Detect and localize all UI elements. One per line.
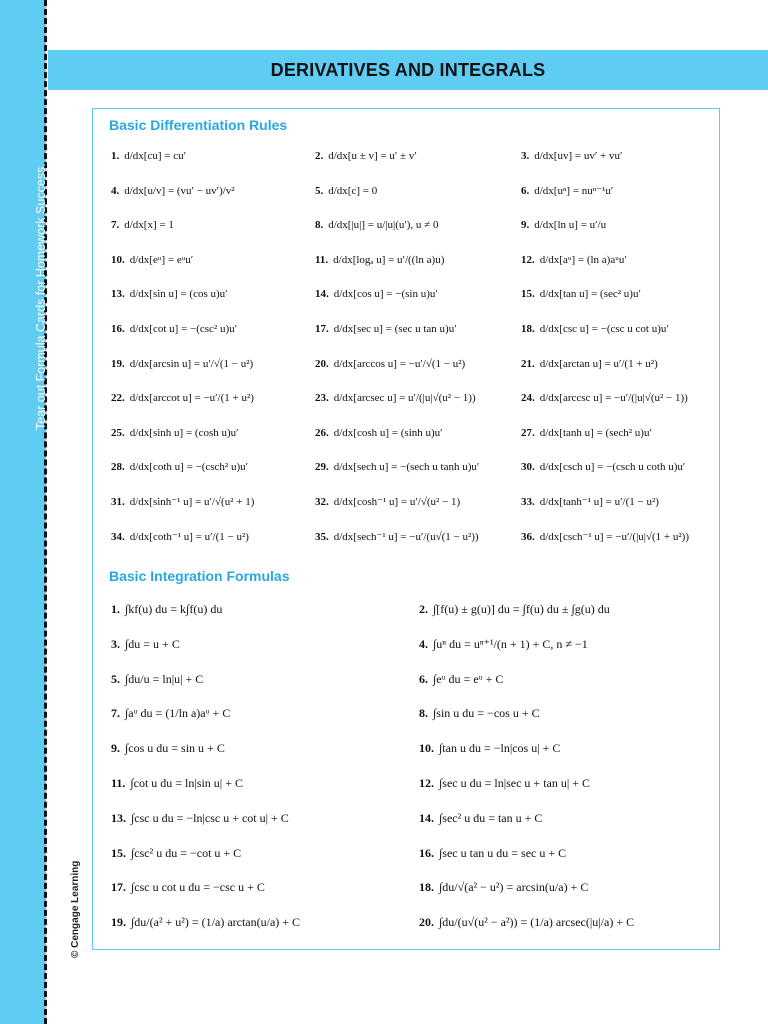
- integration-formula: [419, 637, 588, 651]
- integration-formula: [111, 602, 222, 616]
- rule-number: 11.: [315, 253, 329, 266]
- differentiation-rule: [521, 322, 669, 336]
- integration-formula: [419, 915, 634, 929]
- formula-number: 9.: [111, 741, 120, 756]
- formula-expression: ∫cot u du = ln|sin u| + C: [130, 776, 243, 790]
- rule-formula: d/dx[eᵘ] = eᵘu′: [129, 253, 194, 266]
- integration-formula: [111, 811, 289, 825]
- differentiation-rule: [521, 460, 685, 474]
- differentiation-rule: [521, 391, 688, 405]
- formula-expression: ∫sec u du = ln|sec u + tan u| + C: [439, 776, 591, 790]
- rule-formula: d/dx[tanh u] = (sech² u)u′: [539, 426, 652, 439]
- formula-expression: ∫kf(u) du = k∫f(u) du: [125, 602, 223, 616]
- integration-formula: [111, 672, 203, 686]
- rule-number: 32.: [315, 496, 329, 508]
- differentiation-rule: [315, 495, 460, 509]
- differentiation-rule: [521, 253, 627, 267]
- rule-formula: d/dx[coth u] = −(csch² u)u′: [129, 461, 249, 474]
- rule-formula: d/dx[c] = 0: [328, 184, 378, 197]
- differentiation-rule: [111, 530, 249, 544]
- rule-number: 31.: [111, 496, 125, 508]
- rule-formula: d/dx[logₐ u] = u′/((ln a)u): [333, 253, 445, 266]
- rule-formula: d/dx[sinh u] = (cosh u)u′: [129, 426, 239, 439]
- rule-number: 34.: [111, 530, 125, 543]
- integration-formula: [111, 880, 265, 894]
- rule-number: 3.: [521, 150, 530, 162]
- rule-number: 25.: [111, 426, 125, 439]
- rule-formula: d/dx[sinh⁻¹ u] = u′/√(u² + 1): [129, 496, 255, 508]
- formula-expression: ∫aᵘ du = (1/ln a)aᵘ + C: [125, 706, 231, 721]
- rule-number: 16.: [111, 323, 125, 335]
- rule-number: 14.: [315, 288, 329, 301]
- rule-number: 10.: [111, 253, 125, 266]
- formula-expression: ∫csc u du = −ln|csc u + cot u| + C: [131, 810, 289, 825]
- rule-formula: d/dx[arccsc u] = −u′/(|u|√(u² − 1)): [539, 392, 688, 405]
- differentiation-rule: [111, 495, 254, 509]
- formula-number: 17.: [111, 880, 126, 895]
- rule-formula: d/dx[uⁿ] = nuⁿ⁻¹u′: [534, 184, 614, 197]
- integration-formula: [111, 776, 243, 790]
- differentiation-rule: [315, 322, 457, 336]
- differentiation-rule: [111, 253, 193, 267]
- formula-expression: ∫du/(u√(u² − a²)) = (1/a) arcsec(|u|/a) + C: [439, 915, 635, 930]
- differentiation-rule: [315, 530, 479, 544]
- formula-expression: ∫sec² u du = tan u + C: [439, 810, 543, 825]
- integration-formula: [419, 811, 542, 825]
- rule-formula: d/dx[u ± v] = u′ ± v′: [328, 150, 417, 162]
- differentiation-rule: [315, 460, 479, 474]
- rule-formula: d/dx[csch u] = −(csch u coth u)u′: [539, 461, 686, 474]
- differentiation-rule: [521, 495, 659, 509]
- formula-expression: ∫csc u cot u du = −csc u + C: [131, 880, 265, 895]
- page-title: DERIVATIVES AND INTEGRALS: [270, 59, 546, 80]
- rule-number: 8.: [315, 219, 324, 232]
- rule-formula: d/dx[sech⁻¹ u] = −u′/(u√(1 − u²)): [333, 530, 479, 543]
- rule-number: 4.: [111, 184, 120, 197]
- integration-formula: [419, 846, 566, 860]
- rule-formula: d/dx[u/v] = (vu′ − uv′)/v²: [124, 184, 235, 197]
- rule-formula: d/dx[coth⁻¹ u] = u′/(1 − u²): [129, 530, 249, 543]
- rule-formula: d/dx[sec u] = (sec u tan u)u′: [333, 323, 457, 335]
- rule-number: 22.: [111, 392, 125, 405]
- integration-formula: [111, 637, 180, 651]
- rule-number: 13.: [111, 288, 125, 301]
- rule-formula: d/dx[cot u] = −(csc² u)u′: [129, 323, 238, 335]
- differentiation-rule: [521, 530, 689, 544]
- differentiation-rule: [315, 149, 417, 163]
- rule-number: 30.: [521, 461, 535, 474]
- rule-formula: d/dx[cosh⁻¹ u] = u′/√(u² − 1): [333, 496, 461, 508]
- formula-number: 2.: [419, 602, 428, 616]
- rule-formula: d/dx[cu] = cu′: [124, 150, 187, 162]
- formula-expression: ∫cos u du = sin u + C: [125, 741, 225, 756]
- integration-formula: [419, 776, 590, 790]
- rule-formula: d/dx[aᵘ] = (ln a)aᵘu′: [539, 253, 627, 266]
- differentiation-rule: [315, 357, 465, 371]
- integration-formula: [419, 741, 560, 755]
- rule-number: 24.: [521, 392, 535, 405]
- differentiation-rule: [315, 287, 438, 301]
- differentiation-rule: [111, 287, 228, 301]
- differentiation-rule: [315, 426, 443, 440]
- formula-number: 13.: [111, 810, 126, 825]
- tear-strip: [0, 0, 46, 1024]
- differentiation-rule: [521, 184, 613, 198]
- formula-number: 1.: [111, 602, 120, 616]
- rule-number: 26.: [315, 426, 329, 439]
- rule-formula: d/dx[tanh⁻¹ u] = u′/(1 − u²): [539, 496, 659, 508]
- formula-number: 11.: [111, 776, 126, 790]
- tear-strip-text: Tear out Formula Cards for Homework Success.: [34, 163, 48, 430]
- formula-number: 16.: [419, 845, 434, 860]
- differentiation-rule: [111, 391, 254, 405]
- differentiation-rule: [521, 357, 658, 371]
- rule-formula: d/dx[arccos u] = −u′/√(1 − u²): [333, 357, 466, 370]
- differentiation-rule: [521, 149, 622, 163]
- rule-formula: d/dx[csc u] = −(csc u cot u)u′: [539, 323, 669, 335]
- rule-formula: d/dx[uv] = uv′ + vu′: [534, 150, 623, 162]
- formula-number: 5.: [111, 671, 120, 686]
- formula-number: 10.: [419, 741, 434, 756]
- formula-expression: ∫tan u du = −ln|cos u| + C: [439, 741, 561, 756]
- rule-number: 7.: [111, 219, 120, 232]
- differentiation-rule: [111, 357, 253, 371]
- differentiation-rule: [521, 218, 606, 232]
- rule-formula: d/dx[tan u] = (sec² u)u′: [539, 288, 641, 301]
- formula-number: 8.: [419, 706, 428, 721]
- formula-number: 7.: [111, 706, 120, 721]
- integration-formula: [111, 741, 225, 755]
- integration-formula: [111, 706, 230, 720]
- rule-number: 1.: [111, 150, 120, 162]
- formula-expression: ∫du/u = ln|u| + C: [125, 671, 204, 686]
- rule-number: 9.: [521, 219, 530, 232]
- rule-number: 15.: [521, 288, 535, 301]
- formula-expression: ∫sin u du = −cos u + C: [433, 706, 540, 721]
- rule-formula: d/dx[csch⁻¹ u] = −u′/(|u|√(1 + u²)): [539, 530, 689, 543]
- rule-number: 23.: [315, 392, 329, 405]
- tear-line: [44, 0, 47, 1024]
- differentiation-rule: [111, 322, 237, 336]
- differentiation-rule: [111, 426, 239, 440]
- integration-formula: [419, 880, 588, 894]
- rule-formula: d/dx[|u|] = u/|u|(u′), u ≠ 0: [328, 219, 439, 232]
- integration-formula: [419, 602, 610, 616]
- formula-number: 6.: [419, 671, 428, 686]
- rule-number: 2.: [315, 150, 324, 162]
- differentiation-heading: Basic Differentiation Rules: [109, 117, 288, 133]
- integration-formula: [419, 706, 540, 720]
- formula-number: 18.: [419, 880, 434, 895]
- formula-number: 4.: [419, 636, 428, 651]
- rule-formula: d/dx[cos u] = −(sin u)u′: [333, 288, 438, 301]
- rule-number: 20.: [315, 357, 329, 370]
- formula-expression: ∫eᵘ du = eᵘ + C: [433, 671, 504, 686]
- formula-number: 12.: [419, 776, 434, 790]
- rule-formula: d/dx[ln u] = u′/u: [534, 219, 607, 232]
- integration-formula: [111, 846, 241, 860]
- differentiation-rule: [315, 218, 438, 232]
- rule-formula: d/dx[arcsin u] = u′/√(1 − u²): [129, 357, 254, 370]
- formula-expression: ∫sec u tan u du = sec u + C: [439, 845, 567, 860]
- formula-number: 14.: [419, 810, 434, 825]
- differentiation-rule: [111, 460, 248, 474]
- differentiation-rule: [315, 391, 476, 405]
- rule-formula: d/dx[x] = 1: [124, 219, 174, 232]
- differentiation-rule: [111, 218, 174, 232]
- rule-number: 17.: [315, 323, 329, 335]
- formula-number: 15.: [111, 845, 126, 860]
- formula-expression: ∫du = u + C: [125, 636, 180, 651]
- formula-expression: ∫du/√(a² − u²) = arcsin(u/a) + C: [439, 880, 589, 895]
- rule-number: 29.: [315, 461, 329, 474]
- rule-formula: d/dx[arccot u] = −u′/(1 + u²): [129, 392, 254, 405]
- differentiation-rule: [315, 184, 377, 198]
- formula-expression: ∫csc² u du = −cot u + C: [131, 845, 242, 860]
- rule-formula: d/dx[arctan u] = u′/(1 + u²): [539, 357, 658, 370]
- rule-formula: d/dx[sin u] = (cos u)u′: [129, 288, 228, 301]
- rule-number: 5.: [315, 184, 324, 197]
- rule-number: 21.: [521, 357, 535, 370]
- formula-expression: ∫[f(u) ± g(u)] du = ∫f(u) du ± ∫g(u) du: [433, 602, 610, 616]
- integration-heading: Basic Integration Formulas: [109, 568, 290, 584]
- differentiation-rule: [315, 253, 444, 267]
- integration-formula: [419, 672, 503, 686]
- rule-number: 35.: [315, 530, 329, 543]
- rule-number: 33.: [521, 496, 535, 508]
- rule-number: 18.: [521, 323, 535, 335]
- formula-number: 19.: [111, 915, 126, 930]
- rule-number: 6.: [521, 184, 530, 197]
- rule-number: 19.: [111, 357, 125, 370]
- formula-expression: ∫uⁿ du = uⁿ⁺¹/(n + 1) + C, n ≠ −1: [433, 636, 588, 651]
- rule-formula: d/dx[sech u] = −(sech u tanh u)u′: [333, 461, 480, 474]
- rule-formula: d/dx[cosh u] = (sinh u)u′: [333, 426, 443, 439]
- formula-expression: ∫du/(a² + u²) = (1/a) arctan(u/a) + C: [131, 915, 301, 930]
- rule-number: 28.: [111, 461, 125, 474]
- differentiation-rule: [521, 287, 641, 301]
- differentiation-rule: [111, 184, 235, 198]
- rule-number: 36.: [521, 530, 535, 543]
- formula-number: 20.: [419, 915, 434, 930]
- rule-number: 27.: [521, 426, 535, 439]
- differentiation-rule: [111, 149, 186, 163]
- copyright: © Cengage Learning: [70, 860, 81, 958]
- rule-number: 12.: [521, 253, 535, 266]
- rule-formula: d/dx[arcsec u] = u′/(|u|√(u² − 1)): [333, 392, 476, 405]
- title-bar: [48, 50, 768, 90]
- formula-card: [92, 108, 720, 950]
- integration-formula: [111, 915, 300, 929]
- formula-number: 3.: [111, 636, 120, 651]
- differentiation-rule: [521, 426, 652, 440]
